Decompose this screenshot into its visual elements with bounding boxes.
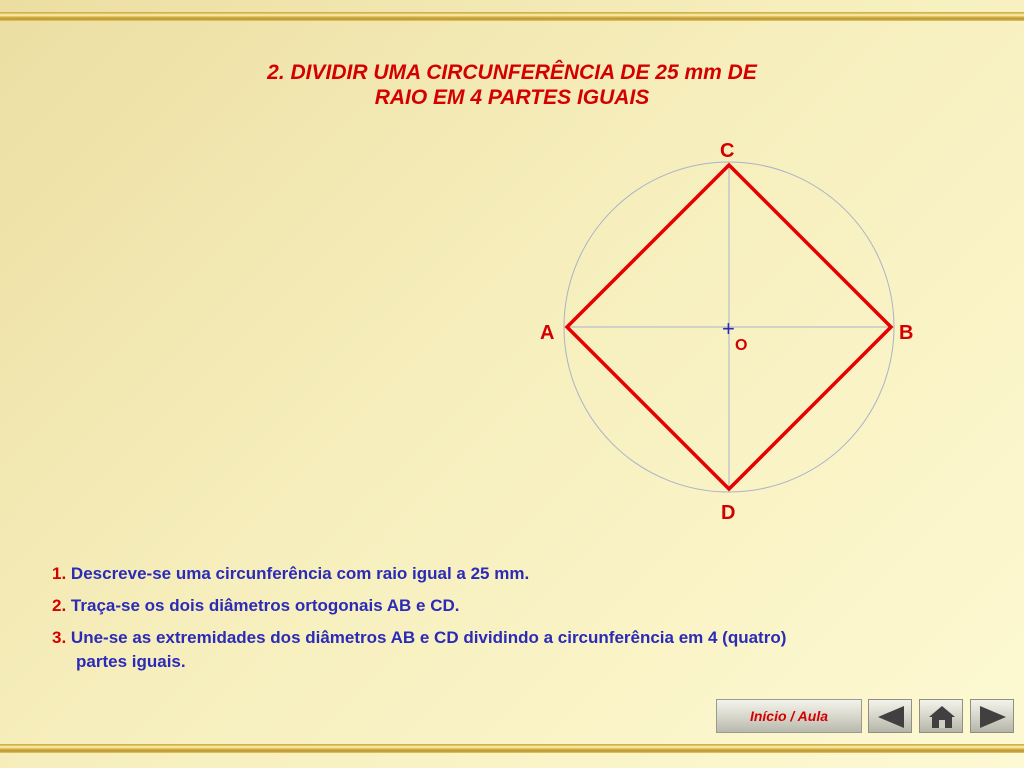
title-line-1: 2. DIVIDIR UMA CIRCUNFERÊNCIA DE 25 mm DE	[267, 61, 757, 84]
step-2	[52, 594, 992, 618]
center-mark: +	[722, 316, 735, 341]
point-label-c: C	[720, 140, 735, 162]
step-1-text: Descreve-se uma circunferência com raio igual a 25 mm.	[70, 564, 530, 583]
step-3-number: 3.	[52, 628, 67, 647]
step-1-number: 1.	[52, 564, 67, 583]
home-button[interactable]	[919, 699, 963, 733]
point-label-o: O	[735, 337, 748, 354]
point-label-d: D	[721, 502, 736, 524]
forward-arrow-icon	[971, 700, 1015, 734]
home-lesson-button[interactable]: Início / Aula	[716, 699, 862, 733]
bottom-decorative-band	[0, 744, 1024, 753]
point-label-b: B	[899, 322, 914, 344]
back-arrow-icon	[869, 700, 913, 734]
back-button[interactable]	[868, 699, 912, 733]
step-3	[52, 626, 992, 674]
point-label-a: A	[540, 322, 555, 344]
forward-button[interactable]	[970, 699, 1014, 733]
step-3-continuation: partes iguais.	[76, 652, 186, 671]
title-line-2: RAIO EM 4 PARTES IGUAIS	[374, 86, 650, 109]
steps-list	[52, 562, 992, 682]
step-3-text: Une-se as extremidades dos diâmetros AB e CD dividindo a circunferência em 4 (quatro)	[70, 628, 787, 647]
step-1	[52, 562, 992, 586]
step-2-text: Traça-se os dois diâmetros ortogonais AB e CD.	[70, 596, 460, 615]
step-2-number: 2.	[52, 596, 67, 615]
home-icon	[920, 700, 964, 734]
